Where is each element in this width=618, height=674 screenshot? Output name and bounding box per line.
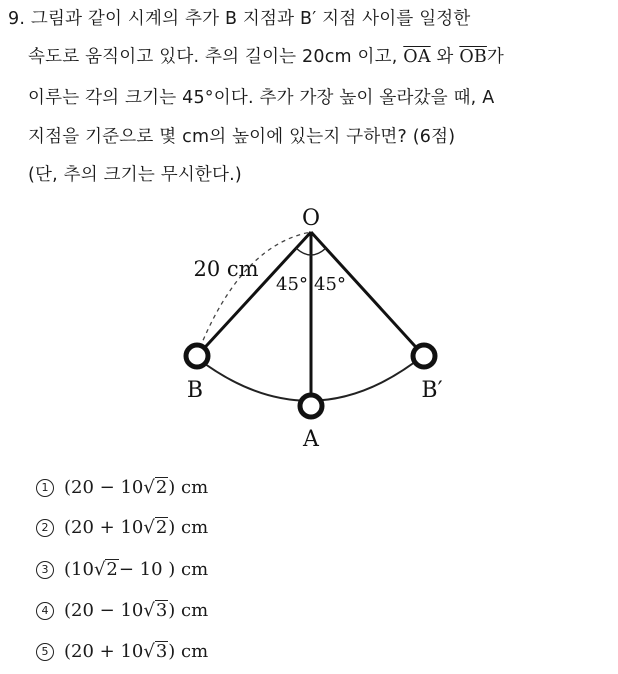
angle-left-label: 45°	[276, 274, 308, 295]
label-b-prime: B′	[421, 378, 443, 403]
length-label: 20 cm	[193, 257, 259, 281]
choice-number: 5	[36, 643, 54, 661]
bob-b	[186, 345, 208, 367]
question-line-5: (단, 추의 크기는 무시한다.)	[28, 165, 242, 185]
choice-expression: (20 − 10√3) cm	[64, 600, 209, 621]
question-line-2b: 와	[430, 47, 460, 67]
choice-number: 3	[36, 561, 54, 579]
label-b: B	[186, 378, 204, 403]
angle-right-label: 45°	[314, 274, 346, 295]
choice-expression: (20 − 10√2) cm	[64, 477, 209, 498]
question-line-2c: 가	[486, 47, 505, 67]
question-line-2a: 속도로 움직이고 있다. 추의 길이는 20cm 이고,	[28, 47, 404, 67]
bob-b-prime	[413, 345, 435, 367]
choice-expression: (20 + 10√2) cm	[64, 517, 209, 538]
label-a: A	[303, 427, 319, 452]
question-line-3: 이루는 각의 크기는 45°이다. 추가 가장 높이 올라갔을 때, A	[28, 88, 495, 108]
question-line-1: 9. 그림과 같이 시계의 추가 B 지점과 B′ 지점 사이를 일정한	[8, 9, 471, 29]
choice-number: 2	[36, 519, 54, 537]
choice-expression: (10√2− 10 ) cm	[64, 559, 209, 580]
choice-number: 4	[36, 602, 54, 620]
segment-ob: $\overline{OB}$	[459, 47, 487, 67]
choice-number: 1	[36, 479, 54, 497]
choice-1[interactable]	[36, 476, 208, 500]
label-o: O	[301, 206, 321, 231]
choice-4[interactable]	[36, 599, 208, 623]
segment-oa: $\overline{OA}$	[403, 47, 431, 67]
question-line-4: 지점을 기준으로 몇 cm의 높이에 있는지 구하면? (6점)	[28, 127, 456, 147]
choice-3[interactable]	[36, 558, 208, 582]
choice-2[interactable]	[36, 516, 208, 540]
bob-a	[300, 395, 322, 417]
choice-5[interactable]	[36, 640, 208, 664]
choice-expression: (20 + 10√3) cm	[64, 641, 209, 662]
